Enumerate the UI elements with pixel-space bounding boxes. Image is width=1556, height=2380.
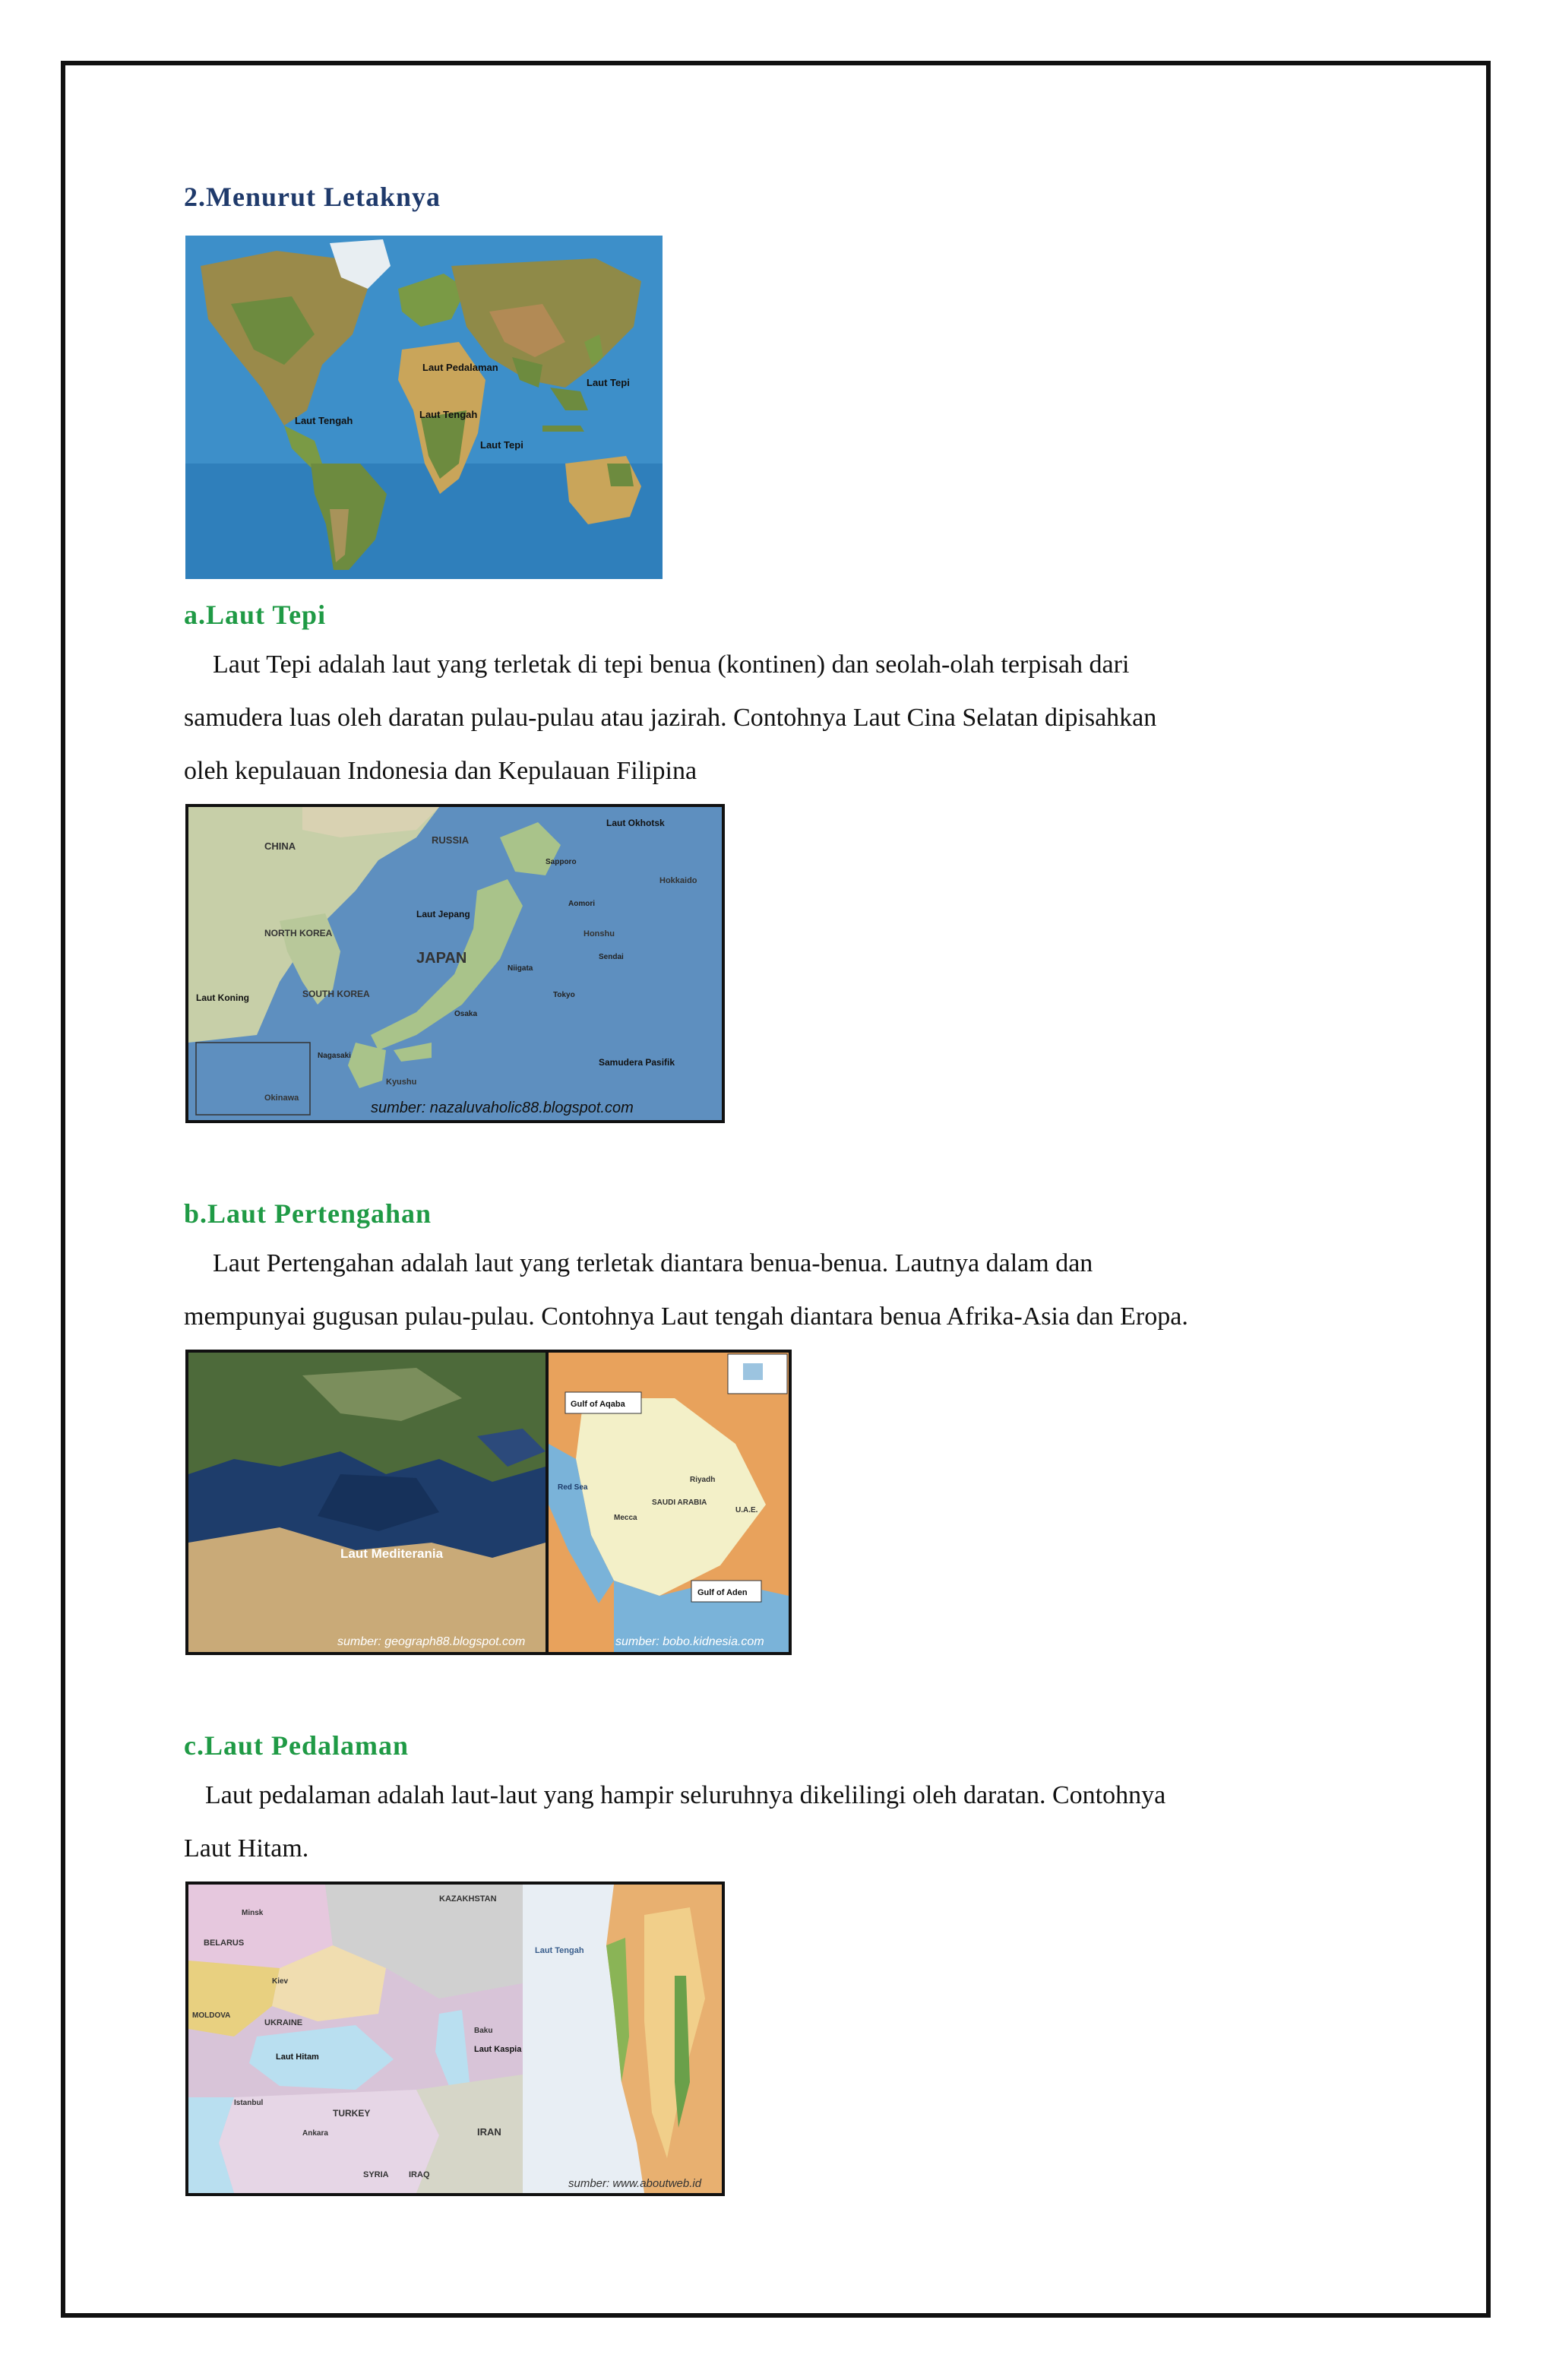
bs-label-laut-kaspia: Laut Kaspia <box>474 2045 522 2054</box>
med-source: sumber: geograph88.blogspot.com <box>337 1635 526 1648</box>
bs-label-syria: SYRIA <box>363 2170 389 2179</box>
heading-laut-tepi: a.Laut Tepi <box>184 600 327 630</box>
bs-label-moldova: MOLDOVA <box>192 2011 231 2020</box>
world-label-tengah-1: Laut Tengah <box>295 415 353 426</box>
text-line: Laut Tepi adalah laut yang terletak di tepi benua (kontinen) dan seolah-olah terpisah dari <box>213 650 1130 679</box>
bs-label-turkey: TURKEY <box>333 2108 371 2119</box>
world-label-pedalaman: Laut Pedalaman <box>422 362 498 373</box>
text-line: mempunyai gugusan pulau-pulau. Contohnya Laut tengah diantara benua Afrika-Asia dan Eropa. <box>184 1302 1188 1331</box>
japan-map-source: sumber: nazaluvaholic88.blogspot.com <box>371 1100 634 1116</box>
bs-label-laut-hitam: Laut Hitam <box>276 2052 319 2062</box>
japan-label-nagasaki: Nagasaki <box>318 1052 351 1060</box>
text-line: Laut Pertengahan adalah laut yang terletak diantara benua-benua. Lautnya dalam dan <box>213 1249 1093 1277</box>
bs-label-minsk: Minsk <box>242 1909 264 1917</box>
japan-label-laut-koning: Laut Koning <box>196 992 249 1003</box>
japan-label-kyushu: Kyushu <box>386 1078 417 1087</box>
med-label: Laut Mediterania <box>340 1546 444 1561</box>
japan-label-china: CHINA <box>264 840 296 852</box>
world-label-tengah-2: Laut Tengah <box>419 409 478 420</box>
levant-source: sumber: www.aboutweb.id <box>568 2177 702 2190</box>
text-line: oleh kepulauan Indonesia dan Kepulauan Filipina <box>184 757 697 785</box>
japan-label-tokyo: Tokyo <box>553 991 575 999</box>
gulf-aqaba-label: Gulf of Aqaba <box>571 1400 625 1409</box>
text-line: Laut pedalaman adalah laut-laut yang hampir seluruhnya dikelilingi oleh daratan. Contohnya <box>205 1781 1166 1809</box>
world-map-figure <box>185 236 663 579</box>
section-title: 2.Menurut Letaknya <box>184 182 441 212</box>
saudi-label: SAUDI ARABIA <box>652 1499 707 1507</box>
paragraph-laut-tepi <box>184 638 1399 798</box>
gulf-aden-label: Gulf of Aden <box>697 1588 748 1597</box>
paragraph-laut-pedalaman <box>184 1769 1399 1875</box>
mecca-label: Mecca <box>614 1514 637 1522</box>
japan-label-russia: RUSSIA <box>432 834 470 846</box>
black-sea-map-figure <box>185 1882 725 2196</box>
japan-label-pasifik: Samudera Pasifik <box>599 1057 675 1068</box>
japan-label-north-korea: NORTH KOREA <box>264 928 333 938</box>
heading-laut-pedalaman: c.Laut Pedalaman <box>184 1730 410 1761</box>
mediterranean-map-figure <box>185 1350 792 1655</box>
japan-label-laut-jepang: Laut Jepang <box>416 909 470 919</box>
world-label-tepi-1: Laut Tepi <box>587 377 630 388</box>
bs-label-ukraine: UKRAINE <box>264 2018 303 2027</box>
paragraph-laut-pertengahan <box>184 1237 1399 1343</box>
bs-label-iran: IRAN <box>477 2126 501 2138</box>
bs-label-belarus: BELARUS <box>204 1938 245 1948</box>
bs-label-ankara: Ankara <box>302 2129 328 2138</box>
japan-label-laut-okhotsk: Laut Okhotsk <box>606 818 665 828</box>
riyadh-label: Riyadh <box>690 1476 716 1484</box>
text-line: samudera luas oleh daratan pulau-pulau atau jazirah. Contohnya Laut Cina Selatan dipisahkan <box>184 704 1157 732</box>
heading-laut-pertengahan: b.Laut Pertengahan <box>184 1198 432 1229</box>
japan-label-honshu: Honshu <box>584 929 615 938</box>
levant-label-laut-tengah: Laut Tengah <box>535 1946 584 1955</box>
bs-label-istanbul: Istanbul <box>234 2099 264 2107</box>
japan-label-hokkaido: Hokkaido <box>659 876 697 885</box>
japan-label-aomori: Aomori <box>568 900 595 908</box>
japan-label-okinawa: Okinawa <box>264 1093 299 1103</box>
japan-label-sapporo: Sapporo <box>546 858 577 866</box>
red-sea-label: Red Sea <box>558 1483 588 1492</box>
bs-label-kazakhstan: KAZAKHSTAN <box>439 1894 497 1904</box>
bs-label-kiev: Kiev <box>272 1977 289 1986</box>
bs-label-baku: Baku <box>474 2027 493 2035</box>
japan-label-osaka: Osaka <box>454 1010 478 1018</box>
text-line: Laut Hitam. <box>184 1834 309 1863</box>
japan-label-niigata: Niigata <box>508 964 533 973</box>
japan-label-south-korea: SOUTH KOREA <box>302 989 370 999</box>
uae-label: U.A.E. <box>735 1506 758 1514</box>
arabia-source: sumber: bobo.kidnesia.com <box>615 1635 764 1648</box>
japan-label-japan: JAPAN <box>416 950 467 967</box>
japan-map-figure <box>185 804 725 1123</box>
japan-label-sendai: Sendai <box>599 953 624 961</box>
world-label-tepi-2: Laut Tepi <box>480 439 523 451</box>
bs-label-iraq: IRAQ <box>409 2170 430 2179</box>
